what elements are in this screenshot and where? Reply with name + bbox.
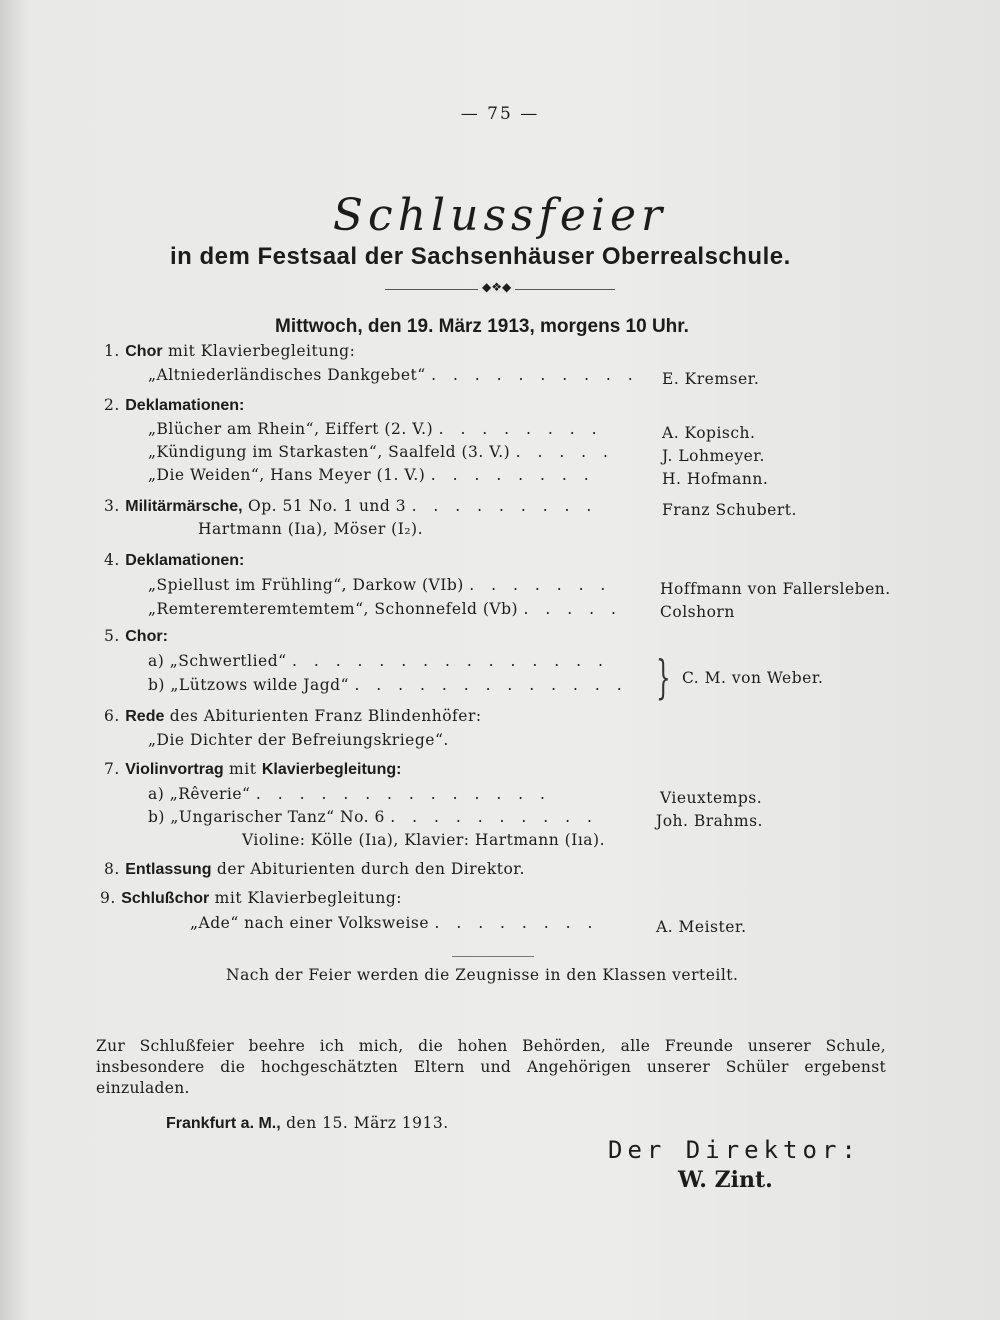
program-line-9a: „Ade“ nach einer Volksweise . . . . . . . . (190, 914, 599, 932)
invitation-text: Zur Schlußfeier beehre ich mich, die hohen Behörden, alle Freunde unserer Schule, insbesondere die hochgeschätzten Eltern und Angehörigen unserer Schüler ergebenst einzuladen. (96, 1037, 886, 1097)
divider (452, 956, 534, 957)
program-line-4b: „Remteremteremtemtem“, Schonnefeld (Vb) . . . . . (148, 600, 622, 618)
item-heading: Violinvortrag (125, 761, 224, 778)
program-line-2a: „Blücher am Rhein“, Eiffert (2. V.) . . . . . . . . (148, 420, 603, 438)
program-item-5 (104, 627, 168, 646)
piece-title: „Blücher am Rhein“, Eiffert (2. V.) (148, 420, 434, 438)
piece-title: „Remteremteremtemtem“, Schonnefeld (Vb) (148, 600, 519, 618)
event-date: Mittwoch, den 19. März 1913, morgens 10 Uhr. (275, 316, 689, 337)
item-text: mit Klavierbegleitung: (162, 342, 356, 360)
program-line-6a: „Die Dichter der Befreiungskriege“. (148, 731, 449, 749)
item-number: 9. (100, 889, 116, 907)
composer: Colshorn (660, 603, 735, 621)
composer: Hoffmann von Fallersleben. (660, 580, 891, 598)
item-number: 6. (104, 707, 120, 725)
piece-title: b) „Ungarischer Tanz“ No. 6 (148, 808, 385, 826)
item-text: mit Klavierbegleitung: (209, 889, 403, 907)
composer: Franz Schubert. (662, 501, 797, 519)
item-heading: Militärmärsche, (125, 498, 243, 515)
ornament-icon: ◆❖◆ (478, 280, 515, 294)
composer: E. Kremser. (662, 370, 760, 388)
program-item-4 (104, 551, 244, 570)
place-date (166, 1114, 449, 1133)
brace-icon: } (656, 650, 671, 704)
place: Frankfurt a. M., (166, 1115, 281, 1132)
composer: H. Hofmann. (662, 470, 769, 488)
piece-title: „Kündigung im Starkasten“, Saalfeld (3. V.) (148, 443, 511, 461)
program-item-3: 3. Militärmärsche, Op. 51 No. 1 und 3 . . . . . . . . . (104, 497, 598, 515)
program-item-8 (104, 860, 525, 879)
piece-title: b) „Lützows wilde Jagd“ (148, 676, 350, 694)
program-line-7b: b) „Ungarischer Tanz“ No. 6 . . . . . . . . . . (148, 808, 598, 826)
program-line-4a: „Spiellust im Frühling“, Darkow (VIb) . . . . . . . (148, 576, 612, 594)
program-item-9 (100, 889, 402, 908)
item-text: mit (223, 760, 262, 778)
piece-title: a) „Schwertlied“ (148, 652, 287, 670)
program-line-1a: „Altniederländisches Dankgebet“ . . . . . . . . . . (148, 366, 639, 384)
program-line-2c: „Die Weiden“, Hans Meyer (1. V.) . . . . . . . . (148, 466, 595, 484)
page-title: Schlussfeier (332, 190, 668, 241)
item-heading: Rede (125, 708, 165, 725)
item-number: 5. (104, 627, 120, 645)
program-line-2b: „Kündigung im Starkasten“, Saalfeld (3. V.) . . . . . (148, 443, 614, 461)
piece-title: „Ade“ nach einer Volksweise (190, 914, 430, 932)
item-heading: Deklamationen: (125, 552, 245, 569)
piece-title: a) „Rêverie“ (148, 785, 251, 803)
date: den 15. März 1913. (280, 1114, 449, 1132)
item-text: Op. 51 No. 1 und 3 (242, 497, 407, 515)
program-line-7a: a) „Rêverie“ . . . . . . . . . . . . . . (148, 785, 551, 803)
item-number: 8. (104, 860, 120, 878)
program-line-3a: Hartmann (Iıa), Möser (I₂). (198, 520, 424, 538)
program-item-6 (104, 707, 482, 726)
closing-note: Nach der Feier werden die Zeugnisse in den Klassen verteilt. (226, 966, 739, 984)
piece-title: „Altniederländisches Dankgebet“ (148, 366, 426, 384)
program-item-2 (104, 396, 244, 415)
item-number: 3. (104, 497, 120, 515)
item-number: 1. (104, 342, 120, 360)
item-text: der Abiturienten durch den Direktor. (211, 860, 525, 878)
item-heading: Entlassung (125, 861, 212, 878)
item-heading: Deklamationen: (125, 397, 245, 414)
item-number: 4. (104, 551, 120, 569)
item-number: 7. (104, 760, 120, 778)
program-item-1 (104, 342, 355, 361)
item-heading: Schlußchor (121, 890, 210, 907)
program-line-5a: a) „Schwertlied“ . . . . . . . . . . . . . . . (148, 652, 609, 670)
piece-title: „Spiellust im Frühling“, Darkow (VIb) (148, 576, 464, 594)
item-heading: Chor (125, 343, 163, 360)
composer: J. Lohmeyer. (662, 447, 765, 465)
page-number: — 75 — (460, 104, 540, 124)
item-heading: Chor: (125, 628, 168, 645)
page-subtitle: in dem Festsaal der Sachsenhäuser Oberrealschule. (170, 243, 791, 270)
program-item-7 (104, 760, 401, 779)
item-heading-2: Klavierbegleitung: (261, 761, 402, 778)
item-number: 2. (104, 396, 120, 414)
composer: A. Meister. (656, 918, 747, 936)
composer: A. Kopisch. (662, 424, 756, 442)
signature-name: W. Zint. (678, 1167, 773, 1193)
piece-title: „Die Weiden“, Hans Meyer (1. V.) (148, 466, 426, 484)
composer: Vieuxtemps. (660, 789, 763, 807)
item-text: des Abiturienten Franz Blindenhöfer: (164, 707, 482, 725)
signature-title: Der Direktor: (608, 1136, 861, 1164)
composer: Joh. Brahms. (656, 812, 763, 830)
composer: C. M. von Weber. (682, 669, 824, 687)
program-line-7c: Violine: Kölle (Iıa), Klavier: Hartmann (Iıa). (242, 831, 606, 849)
program-line-5b: b) „Lützows wilde Jagd“ . . . . . . . . . . . . . (148, 676, 628, 694)
